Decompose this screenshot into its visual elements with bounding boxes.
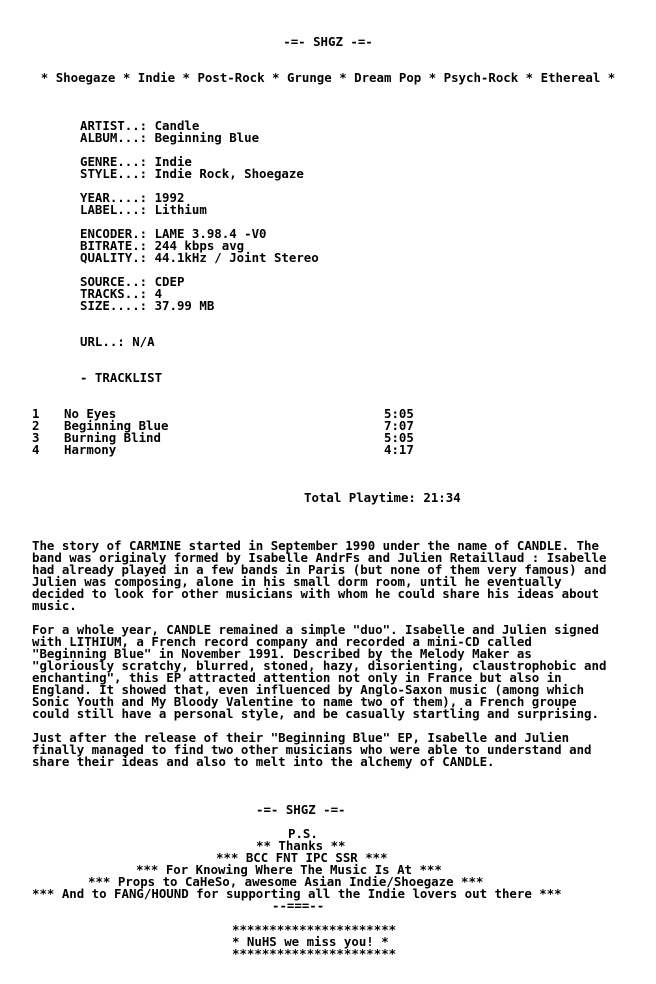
source-line: SOURCE..: CDEP xyxy=(80,274,185,289)
story-line: England. It showed that, even influenced by Anglo-Saxon music (among which xyxy=(32,682,585,697)
story-line: "gloriously scratchy, blurred, stoned, hazy, disorienting, claustrophobic and xyxy=(32,658,607,673)
style-line: STYLE...: Indie Rock, Shoegaze xyxy=(80,166,304,181)
track-title: Burning Blind xyxy=(64,430,161,445)
artist-line: ARTIST..: Candle xyxy=(80,118,200,133)
story-line: enchanting", this EP attracted attention not only in France but also in xyxy=(32,670,562,685)
track-title: Beginning Blue xyxy=(64,418,169,433)
track-time: 5:05 xyxy=(384,430,414,445)
story-line: Just after the release of their "Beginning Blue" EP, Isabelle and Julien xyxy=(32,730,570,745)
story-line: could still have a personal style, and be casually startling and surprising. xyxy=(32,706,599,721)
story-line: band was originaly formed by Isabelle AndrFs and Julien Retaillaud : Isabelle xyxy=(32,550,607,565)
genre-line: GENRE...: Indie xyxy=(80,154,192,169)
album-line: ALBUM...: Beginning Blue xyxy=(80,130,260,145)
quality-line: QUALITY.: 44.1kHz / Joint Stereo xyxy=(80,250,319,265)
story-line: had already played in a few bands in Paris (but none of them very famous) and xyxy=(32,562,607,577)
story-line: finally managed to find two other musicians who were able to understand and xyxy=(32,742,592,757)
story-line: Sonic Youth and My Bloody Valentine to name two of them), a French groupe xyxy=(32,694,577,709)
track-time: 7:07 xyxy=(384,418,414,433)
story-line: music. xyxy=(32,598,77,613)
memorial-box-border: ********************** xyxy=(232,946,397,961)
genre-banner: * Shoegaze * Indie * Post-Rock * Grunge * Dream Pop * Psych-Rock * Ethereal * xyxy=(40,70,616,85)
url-line: URL..: N/A xyxy=(80,334,155,349)
greetings-line: *** Props to CaHeSo, awesome Asian Indie/Shoegaze *** xyxy=(88,874,484,889)
size-line: SIZE....: 37.99 MB xyxy=(80,298,215,313)
year-line: YEAR....: 1992 xyxy=(80,190,185,205)
tracklist-heading: - TRACKLIST xyxy=(80,370,163,385)
story-line: For a whole year, CANDLE remained a simple "duo". Isabelle and Julien signed xyxy=(32,622,599,637)
track-title: Harmony xyxy=(64,442,117,457)
thanks-line: ** Thanks ** xyxy=(256,838,346,853)
story-line: The story of CARMINE started in September 1990 under the name of CANDLE. The xyxy=(32,538,599,553)
story-line: share their ideas and also to melt into the alchemy of CANDLE. xyxy=(32,754,495,769)
greetings-line: *** And to FANG/HOUND for supporting all the Indie lovers out there *** xyxy=(32,886,562,901)
footer-title: -=- SHGZ -=- xyxy=(256,802,346,817)
track-time: 5:05 xyxy=(384,406,414,421)
track-title: No Eyes xyxy=(64,406,117,421)
tracks-line: TRACKS..: 4 xyxy=(80,286,163,301)
greetings-line: *** BCC FNT IPC SSR *** xyxy=(216,850,388,865)
encoder-line: ENCODER.: LAME 3.98.4 -V0 xyxy=(80,226,267,241)
story-line: Julien was composing, alone in his small dorm room, until he eventually xyxy=(32,574,562,589)
header-title: -=- SHGZ -=- xyxy=(283,34,373,49)
greetings-line: *** For Knowing Where The Music Is At *** xyxy=(136,862,442,877)
track-number: 1 xyxy=(32,406,40,421)
memorial-box-text: * NuHS we miss you! * xyxy=(232,934,389,949)
track-number: 3 xyxy=(32,430,40,445)
footer-divider: --===-- xyxy=(272,898,325,913)
ps-line: P.S. xyxy=(288,826,318,841)
story-line: "Beginning Blue" in November 1991. Described by the Melody Maker as xyxy=(32,646,532,661)
story-line: decided to look for other musicians with whom he could share his ideas about xyxy=(32,586,599,601)
track-time: 4:17 xyxy=(384,442,414,457)
bitrate-line: BITRATE.: 244 kbps avg xyxy=(80,238,245,253)
label-line: LABEL...: Lithium xyxy=(80,202,207,217)
track-number: 4 xyxy=(32,442,40,457)
story-line: with LITHIUM, a French record company and recorded a mini-CD called xyxy=(32,634,532,649)
track-number: 2 xyxy=(32,418,40,433)
total-playtime: Total Playtime: 21:34 xyxy=(304,490,461,505)
memorial-box-border: ********************** xyxy=(232,922,397,937)
